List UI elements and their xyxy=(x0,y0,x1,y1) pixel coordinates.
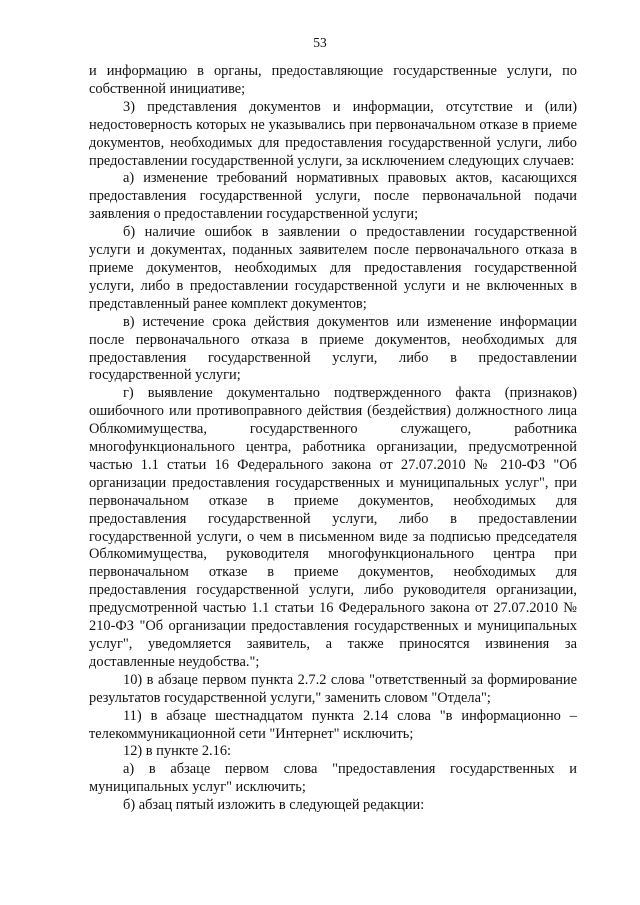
paragraph: в) истечение срока действия документов или изменение информации после первоначального отказа в приеме документов, необходимых для предоставления государственной услуги, либо в предоставлении государственной услуги; xyxy=(89,313,577,384)
paragraph: 11) в абзаце шестнадцатом пункта 2.14 слова "в информационно – телекоммуникационной сети "Интернет" исключить; xyxy=(89,707,577,742)
paragraph: и информацию в органы, предоставляющие государственные услуги, по собственной инициативе; xyxy=(89,63,577,97)
document-body xyxy=(89,63,577,815)
paragraph: 3) представления документов и информации, отсутствие и (или) недостоверность которых не указывались при первоначальном отказе в приеме документов, необходимых для предоставления государственной услуги, либо предоставлении государственной услуги, за исключением следующих случаев: xyxy=(89,98,577,169)
paragraph: а) изменение требований нормативных правовых актов, касающихся предоставления государственной услуги, после первоначальной подачи заявления о предоставлении государственной услуги; xyxy=(89,170,577,223)
paragraph: 12) в пункте 2.16: xyxy=(123,743,232,760)
paragraph: б) наличие ошибок в заявлении о предоставлении государственной услуги и документах, поданных заявителем после первоначального отказа в приеме документов, необходимых для предоставления государственной услуги, либо в предоставлении государственной услуги и не включенных в представленный ранее комплект документов; xyxy=(89,224,577,312)
paragraph: г) выявление документально подтвержденного факта (признаков) ошибочного или противоправного действия (бездействия) должностного лица Облкомимущества, государственного служащего, работника многофункционального центра, работника организации, предусмотренной частью 1.1 статьи 16 Федерального закона от 27.07.2010 № 210-ФЗ "Об организации предоставления государственных и муниципальных услуг", при первоначальном отказе в приеме документов, необходимых для предоставления государственной услуги, либо в предоставлении государственной услуги, о чем в письменном виде за подписью председателя Облкомимущества, руководителя многофункционального центра при первоначальном отказе в приеме документов, необходимых для предоставления государственной услуги, либо руководителя организации, предусмотренной частью 1.1 статьи 16 Федерального закона от 27.07.2010 № 210-ФЗ "Об организации предоставления государственных и муниципальных услуг", уведомляется заявитель, а также приносятся извинения за доставленные неудобства."; xyxy=(89,385,577,670)
paragraph: а) в абзаце первом слова "предоставления государственных и муниципальных услуг" исключить; xyxy=(89,761,577,796)
paragraph: 10) в абзаце первом пункта 2.7.2 слова "ответственный за формирование результатов государственной услуги," заменить словом "Отдела"; xyxy=(89,671,577,706)
paragraph: б) абзац пятый изложить в следующей редакции: xyxy=(123,797,425,814)
page-number: 53 xyxy=(313,35,327,50)
